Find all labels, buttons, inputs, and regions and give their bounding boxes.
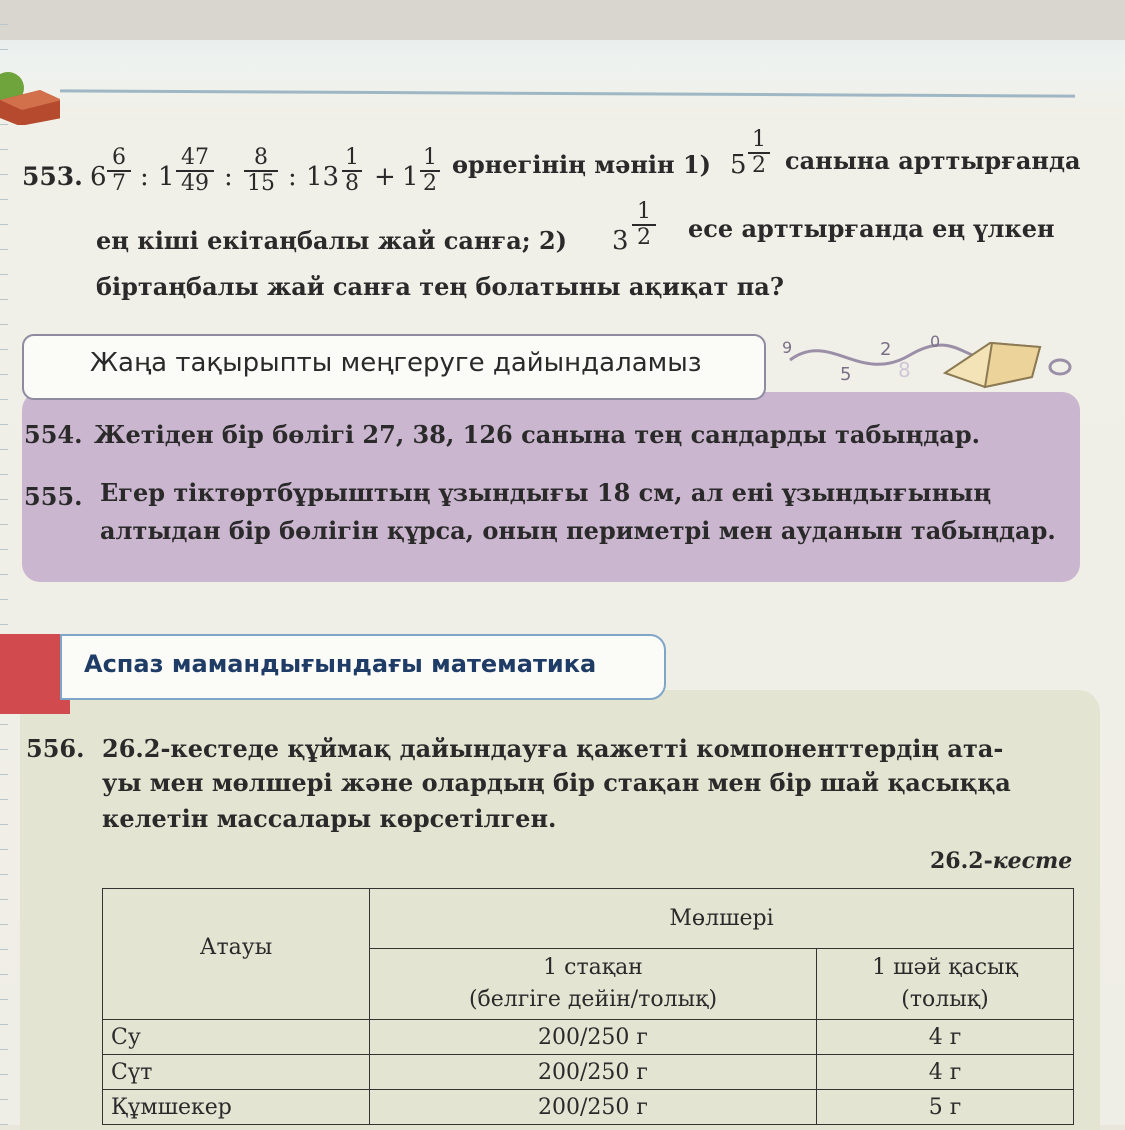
ingredients-table (102, 888, 1074, 1125)
mixed-whole: 1 (402, 162, 419, 192)
deco-digit: 8 (898, 358, 911, 382)
problem-556-number: 556. (26, 734, 85, 763)
colon-operator: : (288, 162, 297, 192)
cell-name: Құмшекер (103, 1090, 370, 1125)
cell-glass: 200/250 г (370, 1020, 817, 1055)
cell-glass: 200/250 г (370, 1090, 817, 1125)
problem-553-text: өрнегінің мәнін 1) (452, 150, 711, 179)
deco-digit: 0 (930, 332, 941, 351)
colon-operator: : (224, 162, 233, 192)
header-amount: Мөлшері (370, 889, 1074, 949)
header-name: Атауы (103, 889, 370, 1020)
cell-name: Сүт (103, 1055, 370, 1090)
problem-553-text: біртаңбалы жай санға тең болатыны ақиқат па? (96, 272, 784, 301)
problem-555-text: алтыдан бір бөлігін құрса, оның периметрі мен ауданын табыңдар. (100, 516, 1056, 545)
book-icon (770, 325, 1080, 395)
problem-555-text: Егер тіктөртбұрыштың ұзындығы 18 см, ал ені ұзындығының (100, 478, 992, 507)
problem-553-text: ең кіші екітаңбалы жай санға; 2) (96, 226, 568, 255)
corner-block-icon (0, 70, 60, 125)
deco-digit: 2 (880, 339, 892, 360)
fraction: $\frac{1}{2}$ (748, 128, 770, 178)
problem-554-text: Жетіден бір бөлігі 27, 38, 126 санына тең сандарды табыңдар. (94, 420, 980, 449)
header-rule (60, 89, 1075, 97)
deco-digit: 5 (840, 364, 852, 385)
mixed-whole: 13 (306, 162, 340, 192)
cell-spoon: 4 г (817, 1055, 1074, 1090)
section-title: Жаңа тақырыпты меңгеруге дайындаламыз (90, 348, 702, 378)
mixed-whole: 3 (612, 226, 629, 256)
table-row (103, 1090, 1074, 1125)
fraction: $\frac{8}{15}$ (244, 146, 278, 196)
fraction: $\frac{47}{49}$ (176, 146, 214, 196)
section-title: Аспаз мамандығындағы математика (84, 650, 597, 678)
page-top-edge (0, 0, 1125, 40)
cell-glass: 200/250 г (370, 1055, 817, 1090)
problem-554-number: 554. (24, 420, 83, 449)
mixed-whole: 6 (90, 162, 107, 192)
header-spoon: 1 шәй қасық (толық) (817, 949, 1074, 1020)
fraction: $\frac{1}{8}$ (342, 146, 362, 196)
table-row (103, 1020, 1074, 1055)
problem-555-number: 555. (24, 482, 83, 511)
plus-operator: + (374, 162, 396, 192)
table-row (103, 1055, 1074, 1090)
problem-553-text: есе арттырғанда ең үлкен (688, 214, 1055, 243)
problem-553-number: 553. (22, 162, 83, 191)
cell-name: Су (103, 1020, 370, 1055)
deco-digit: 9 (782, 338, 793, 357)
mixed-whole: 1 (158, 162, 175, 192)
problem-556-text: уы мен мөлшері және олардың бір стақан мен бір шай қасыққа (102, 768, 1011, 797)
problem-556-text: 26.2-кестеде құймақ дайындауға қажетті компоненттердің ата- (102, 734, 1004, 763)
fraction: $\frac{1}{2}$ (632, 200, 656, 250)
problem-556-text: келетін массалары көрсетілген. (102, 804, 557, 833)
mixed-whole: 5 (730, 150, 747, 180)
table-caption: 26.2-кесте (930, 848, 1073, 874)
colon-operator: : (140, 162, 149, 192)
page-margin-marks (0, 0, 8, 1125)
problem-553-text: санына арттырғанда (785, 146, 1081, 175)
header-glass: 1 стақан (белгіге дейін/толық) (370, 949, 817, 1020)
fraction: $\frac{1}{2}$ (420, 146, 440, 196)
fraction: $\frac{6}{7}$ (107, 146, 131, 196)
cell-spoon: 5 г (817, 1090, 1074, 1125)
cell-spoon: 4 г (817, 1020, 1074, 1055)
